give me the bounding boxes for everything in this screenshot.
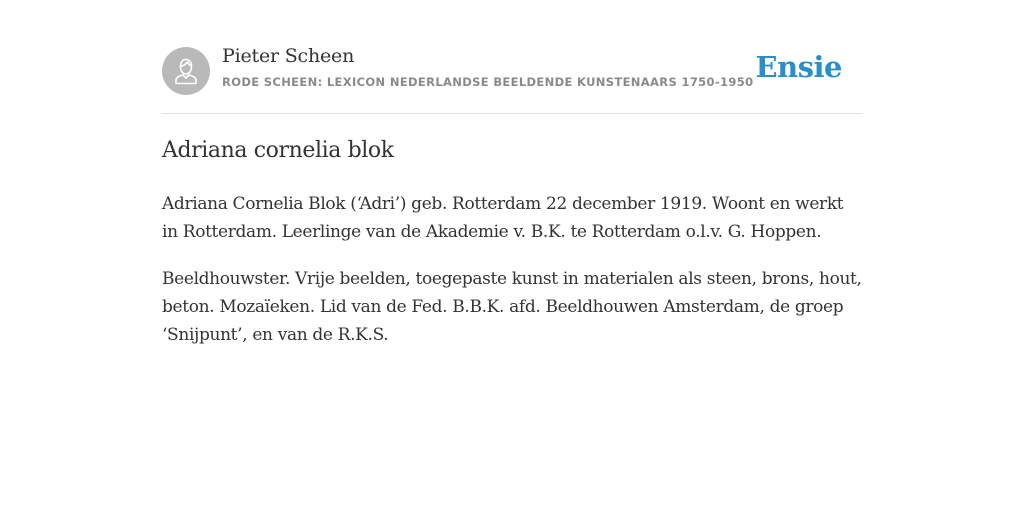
article-card bbox=[162, 0, 862, 345]
ensie-logo[interactable]: Ensie bbox=[755, 50, 842, 84]
article-paragraph: Beeldhouwster. Vrije beelden, toegepaste kunst in materialen als steen, brons, hout, beton. Mozaïeken. Lid van de Fed. B.B.K. afd. Beeldhouwen Amsterdam, de groep ‘Snijpunt’, en van de R.K.S. bbox=[162, 269, 862, 345]
author-name[interactable]: Pieter Scheen bbox=[222, 45, 355, 67]
user-icon bbox=[162, 47, 210, 95]
avatar[interactable] bbox=[162, 47, 210, 95]
article-paragraph: Adriana Cornelia Blok (‘Adri’) geb. Rotterdam 22 december 1919. Woont en werkt in Rotterdam. Leerlinge van de Akademie v. B.K. te Rotterdam o.l.v. G. Hoppen. bbox=[162, 194, 844, 242]
author-source: RODE SCHEEN: LEXICON NEDERLANDSE BEELDENDE KUNSTENAARS 1750-1950 bbox=[222, 75, 754, 89]
author-header bbox=[162, 0, 862, 114]
article-title: Adriana cornelia blok bbox=[162, 138, 394, 163]
